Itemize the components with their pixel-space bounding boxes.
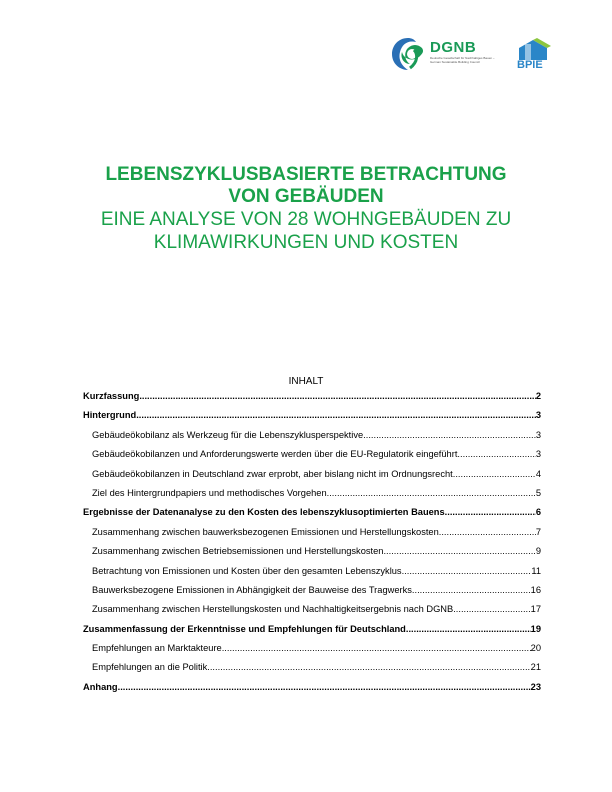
toc-entry-page: 20 [530,643,541,654]
toc-entry-page: 21 [530,662,541,673]
toc-entry-page: 5 [535,487,541,498]
toc-leader-dots [327,488,536,498]
toc-entry[interactable] [83,488,541,507]
toc-entry[interactable] [83,566,541,585]
toc-heading: INHALT [288,376,324,387]
toc-entry-label: Gebäudeökobilanz als Werkzeug für die Lebenszyklusperspektive [92,429,364,440]
toc-leader-dots [139,391,536,401]
bpie-house-icon [515,38,557,60]
bpie-wordmark: BPIE [517,59,543,71]
toc-entry[interactable] [83,624,541,643]
toc-leader-dots [222,643,531,653]
toc-entry-label: Zusammenhang zwischen Betriebsemissionen und Herstellungskosten [92,546,384,557]
dgnb-tagline: Deutsche Gesellschaft für Nachhaltiges Bauen – German Sustainable Building Council [430,56,495,64]
bpie-logo [515,38,557,74]
toc-entry-label: Zusammenhang zwischen Herstellungskosten und Nachhaltigkeitsergebnis nach DGNB [92,604,454,615]
toc-entry-label: Empfehlungen an die Politik [92,662,208,673]
subtitle-line-1: EINE ANALYSE VON 28 WOHNGEBÄUDEN ZU [100,209,512,230]
toc-entry[interactable] [83,546,541,565]
toc-entry-label: Zusammenfassung der Erkenntnisse und Empfehlungen für Deutschland [83,623,406,634]
toc-entry-label: Anhang [83,681,118,692]
toc-entry[interactable] [83,430,541,449]
toc-entry[interactable] [83,643,541,662]
toc-entry[interactable] [83,682,541,701]
toc-leader-dots [118,682,531,692]
toc-entry-label: Gebäudeökobilanzen und Anforderungswerte werden über die EU-Regulatorik eingeführt [92,449,458,460]
toc-leader-dots [439,527,536,537]
toc-leader-dots [402,566,532,576]
toc-entry-page: 2 [535,391,541,401]
toc-leader-dots [136,410,536,420]
toc-entry[interactable] [83,469,541,488]
toc-entry-label: Hintergrund [83,410,137,421]
dgnb-wordmark: DGNB [430,39,477,56]
toc-entry-page: 16 [530,584,541,595]
toc-leader-dots [412,585,531,595]
toc-entry-page: 23 [530,681,541,692]
toc-entry-page: 6 [535,507,541,518]
toc-entry[interactable] [83,410,541,429]
toc-entry-page: 4 [535,468,541,479]
toc-leader-dots [453,469,536,479]
toc-entry[interactable] [83,527,541,546]
toc-entry[interactable] [83,604,541,623]
toc-entry-label: Gebäudeökobilanzen in Deutschland zwar erprobt, aber bislang nicht im Ordnungsrecht [92,468,453,479]
toc-leader-dots [457,449,535,459]
toc-entry-page: 3 [535,410,541,421]
toc-entry-page: 7 [535,526,541,537]
toc-entry-label: Bauwerksbezogene Emissionen in Abhängigkeit der Bauweise des Tragwerks [92,584,412,595]
document-title [60,164,552,254]
toc-entry-page: 11 [531,565,541,576]
toc-entry-label: Ergebnisse der Datenanalyse zu den Kosten des lebenszyklusoptimierten Bauens [83,507,445,518]
toc-entry-page: 17 [530,604,541,615]
toc-entry-label: Empfehlungen an Marktakteure [92,643,222,654]
toc-entry[interactable] [83,391,541,410]
toc-entry-label: Kurzfassung [83,391,140,401]
toc-entry[interactable] [83,449,541,468]
toc-entry-page: 19 [530,623,541,634]
toc-leader-dots [363,430,536,440]
toc-leader-dots [383,546,535,556]
subtitle-line-2: KLIMAWIRKUNGEN UND KOSTEN [153,232,459,253]
toc-leader-dots [207,662,530,672]
toc-entry[interactable] [83,662,541,681]
dgnb-logo [388,34,508,74]
title-line-1: LEBENSZYKLUSBASIERTE BETRACHTUNG [105,164,507,185]
toc-leader-dots [406,624,531,634]
toc-entry-label: Betrachtung von Emissionen und Kosten über den gesamten Lebenszyklus [92,565,402,576]
table-of-contents [83,391,541,701]
toc-leader-dots [445,507,536,517]
title-line-2: VON GEBÄUDEN [228,186,384,207]
toc-entry-page: 3 [535,429,541,440]
dgnb-emblem-icon [388,34,428,74]
toc-entry-page: 9 [535,546,541,557]
toc-entry[interactable] [83,585,541,604]
toc-entry-label: Zusammenhang zwischen bauwerksbezogenen Emissionen und Herstellungskosten [92,526,439,537]
toc-leader-dots [453,604,530,614]
toc-entry-label: Ziel des Hintergrundpapiers und methodisches Vorgehen [92,487,327,498]
toc-entry-page: 3 [535,449,541,460]
toc-entry[interactable] [83,507,541,526]
